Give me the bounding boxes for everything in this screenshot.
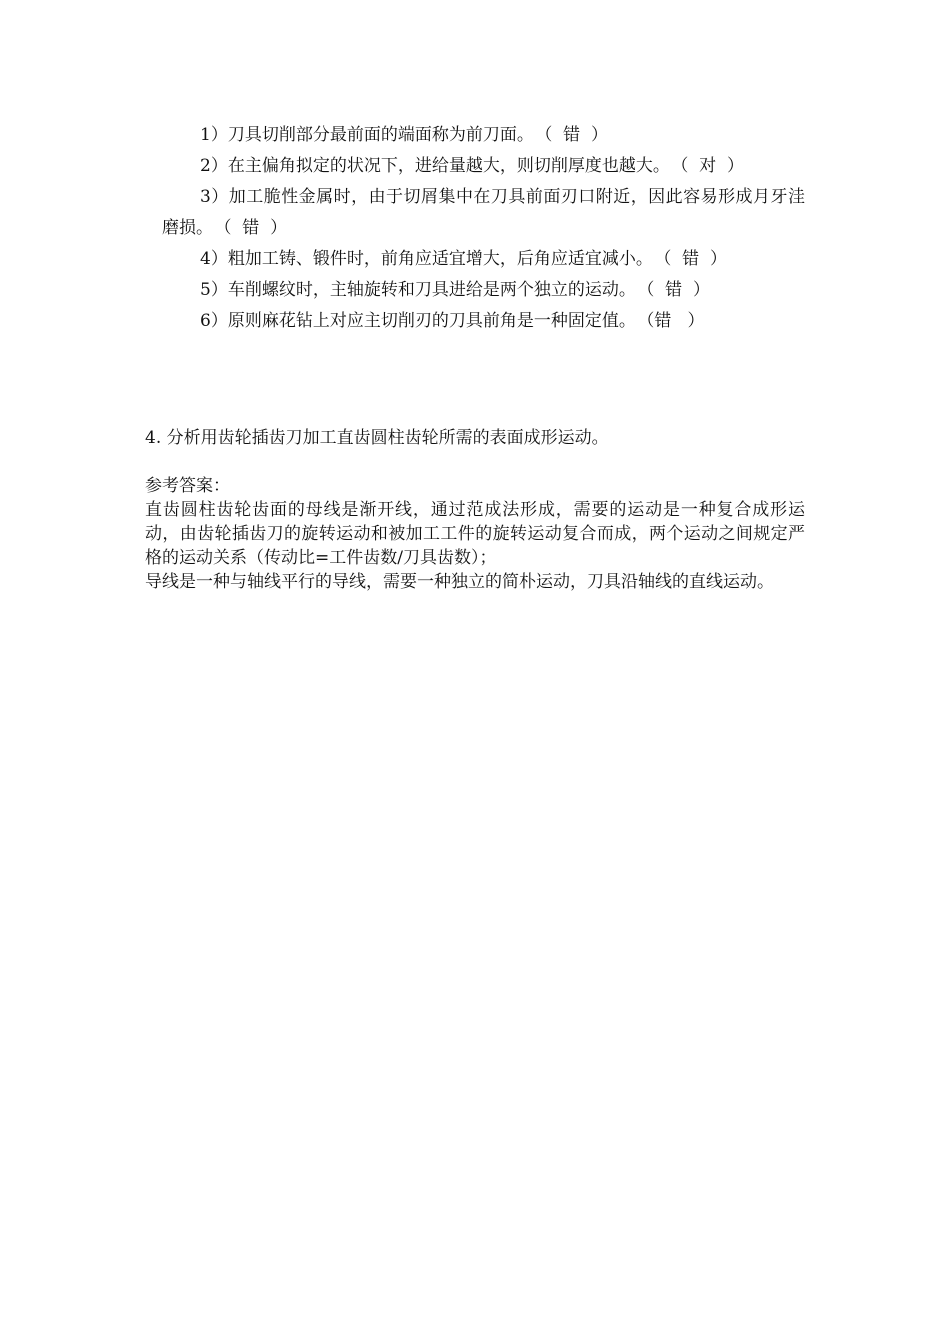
judgment-answer: （ 错 ） — [223, 218, 288, 238]
judgment-text: 5）车削螺纹时，主轴旋转和刀具进给是两个独立的运动。 — [200, 280, 636, 300]
judgment-text: 3）加工脆性金属时，由于切屑集中在刀具前面刃口附近，因此容易形成月牙洼磨损。 — [162, 187, 805, 238]
judgment-text: 6）原则麻花钻上对应主切削刃的刀具前角是一种固定值。 — [200, 311, 636, 331]
judgment-answer: （ 对 ） — [679, 156, 744, 176]
judgment-item-5 — [162, 275, 805, 306]
judgment-item-2 — [162, 151, 805, 182]
judgment-item-6 — [162, 306, 805, 337]
judgment-answer: （ 错 ） — [662, 249, 727, 269]
answer-paragraph-1: 直齿圆柱齿轮齿面的母线是渐开线，通过范成法形成，需要的运动是一种复合成形运动，由齿轮插齿刀的旋转运动和被加工工件的旋转运动复合而成，两个运动之间规定严格的运动关系（传动比=工件齿数/刀具齿数）； — [145, 500, 805, 568]
judgment-answer: （错 ） — [645, 311, 705, 331]
judgment-item-3 — [162, 182, 805, 244]
true-false-list — [162, 120, 805, 337]
judgment-text: 2）在主偏角拟定的状况下，进给量越大，则切削厚度也越大。 — [200, 156, 670, 176]
reference-answer — [145, 474, 805, 594]
judgment-item-4 — [162, 244, 805, 275]
reference-answer-label: 参考答案： — [145, 476, 230, 496]
judgment-answer: （ 错 ） — [543, 125, 608, 145]
judgment-answer: （ 错 ） — [645, 280, 710, 300]
answer-paragraph-2: 导线是一种与轴线平行的导线，需要一种独立的简朴运动，刀具沿轴线的直线运动。 — [145, 572, 774, 592]
judgment-text: 1）刀具切削部分最前面的端面称为前刀面。 — [200, 125, 534, 145]
judgment-item-1 — [162, 120, 805, 151]
judgment-text: 4）粗加工铸、锻件时，前角应适宜增大，后角应适宜减小。 — [200, 249, 653, 269]
question-4: 4. 分析用齿轮插齿刀加工直齿圆柱齿轮所需的表面成形运动。 — [145, 428, 609, 448]
